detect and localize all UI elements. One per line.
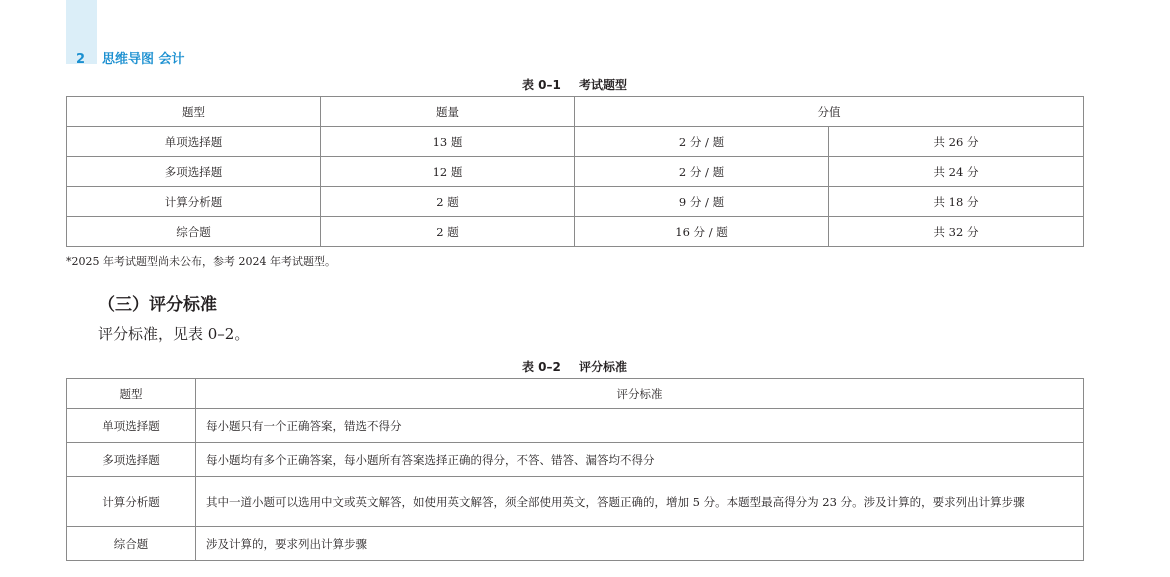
table-cell: 计算分析题 xyxy=(67,187,321,217)
table-cell: 每小题只有一个正确答案，错选不得分 xyxy=(196,409,1084,443)
table-cell: 单项选择题 xyxy=(67,127,321,157)
table-cell: 单项选择题 xyxy=(67,409,196,443)
table1-caption-text: 考试题型 xyxy=(579,78,628,92)
table-cell: 其中一道小题可以选用中文或英文解答，如使用英文解答，须全部使用英文，答题正确的，增加 5 分。本题型最高得分为 23 分。涉及计算的，要求列出计算步骤 xyxy=(196,477,1084,527)
table-row xyxy=(67,217,1084,247)
table-cell: 综合题 xyxy=(67,217,321,247)
table-cell: 计算分析题 xyxy=(67,477,196,527)
table2-caption xyxy=(66,358,1083,375)
section-paragraph: 评分标准，见表 0–2。 xyxy=(98,325,250,343)
table-cell: 涉及计算的，要求列出计算步骤 xyxy=(196,527,1084,561)
table-cell: 2 分 / 题 xyxy=(575,157,829,187)
table-cell: 共 26 分 xyxy=(829,127,1084,157)
table-header-row xyxy=(67,97,1084,127)
header-cell: 分值 xyxy=(575,97,1084,127)
table1-footnote: *2025 年考试题型尚未公布，参考 2024 年考试题型。 xyxy=(66,255,336,268)
table2-caption-text: 评分标准 xyxy=(579,360,628,374)
table-row xyxy=(67,409,1084,443)
table-cell: 共 24 分 xyxy=(829,157,1084,187)
table-cell: 16 分 / 题 xyxy=(575,217,829,247)
table-row xyxy=(67,527,1084,561)
header-cell: 评分标准 xyxy=(196,379,1084,409)
table-cell: 共 18 分 xyxy=(829,187,1084,217)
table-row xyxy=(67,127,1084,157)
table-cell: 13 题 xyxy=(321,127,575,157)
book-title: 思维导图 会计 xyxy=(102,52,185,67)
page-number: 2 xyxy=(76,52,86,67)
table-row xyxy=(67,477,1084,527)
table-cell: 共 32 分 xyxy=(829,217,1084,247)
header-cell: 题型 xyxy=(67,97,321,127)
table-cell: 9 分 / 题 xyxy=(575,187,829,217)
table-cell: 2 分 / 题 xyxy=(575,127,829,157)
header-cell: 题量 xyxy=(321,97,575,127)
table-cell: 多项选择题 xyxy=(67,157,321,187)
table-row xyxy=(67,443,1084,477)
table-header-row xyxy=(67,379,1084,409)
table-row xyxy=(67,187,1084,217)
header-cell: 题型 xyxy=(67,379,196,409)
table-cell: 12 题 xyxy=(321,157,575,187)
section-heading: （三）评分标准 xyxy=(98,295,217,315)
table-cell: 2 题 xyxy=(321,187,575,217)
table-cell: 每小题均有多个正确答案，每小题所有答案选择正确的得分，不答、错答、漏答均不得分 xyxy=(196,443,1084,477)
table-row xyxy=(67,157,1084,187)
table1-caption-number: 表 0–1 xyxy=(521,78,561,92)
table-cell: 综合题 xyxy=(67,527,196,561)
table-cell: 2 题 xyxy=(321,217,575,247)
table-cell: 多项选择题 xyxy=(67,443,196,477)
table1-caption xyxy=(66,76,1083,93)
page-header xyxy=(76,48,185,67)
exam-types-table xyxy=(66,96,1084,247)
scoring-standards-table xyxy=(66,378,1084,561)
table2-caption-number: 表 0–2 xyxy=(521,360,561,374)
